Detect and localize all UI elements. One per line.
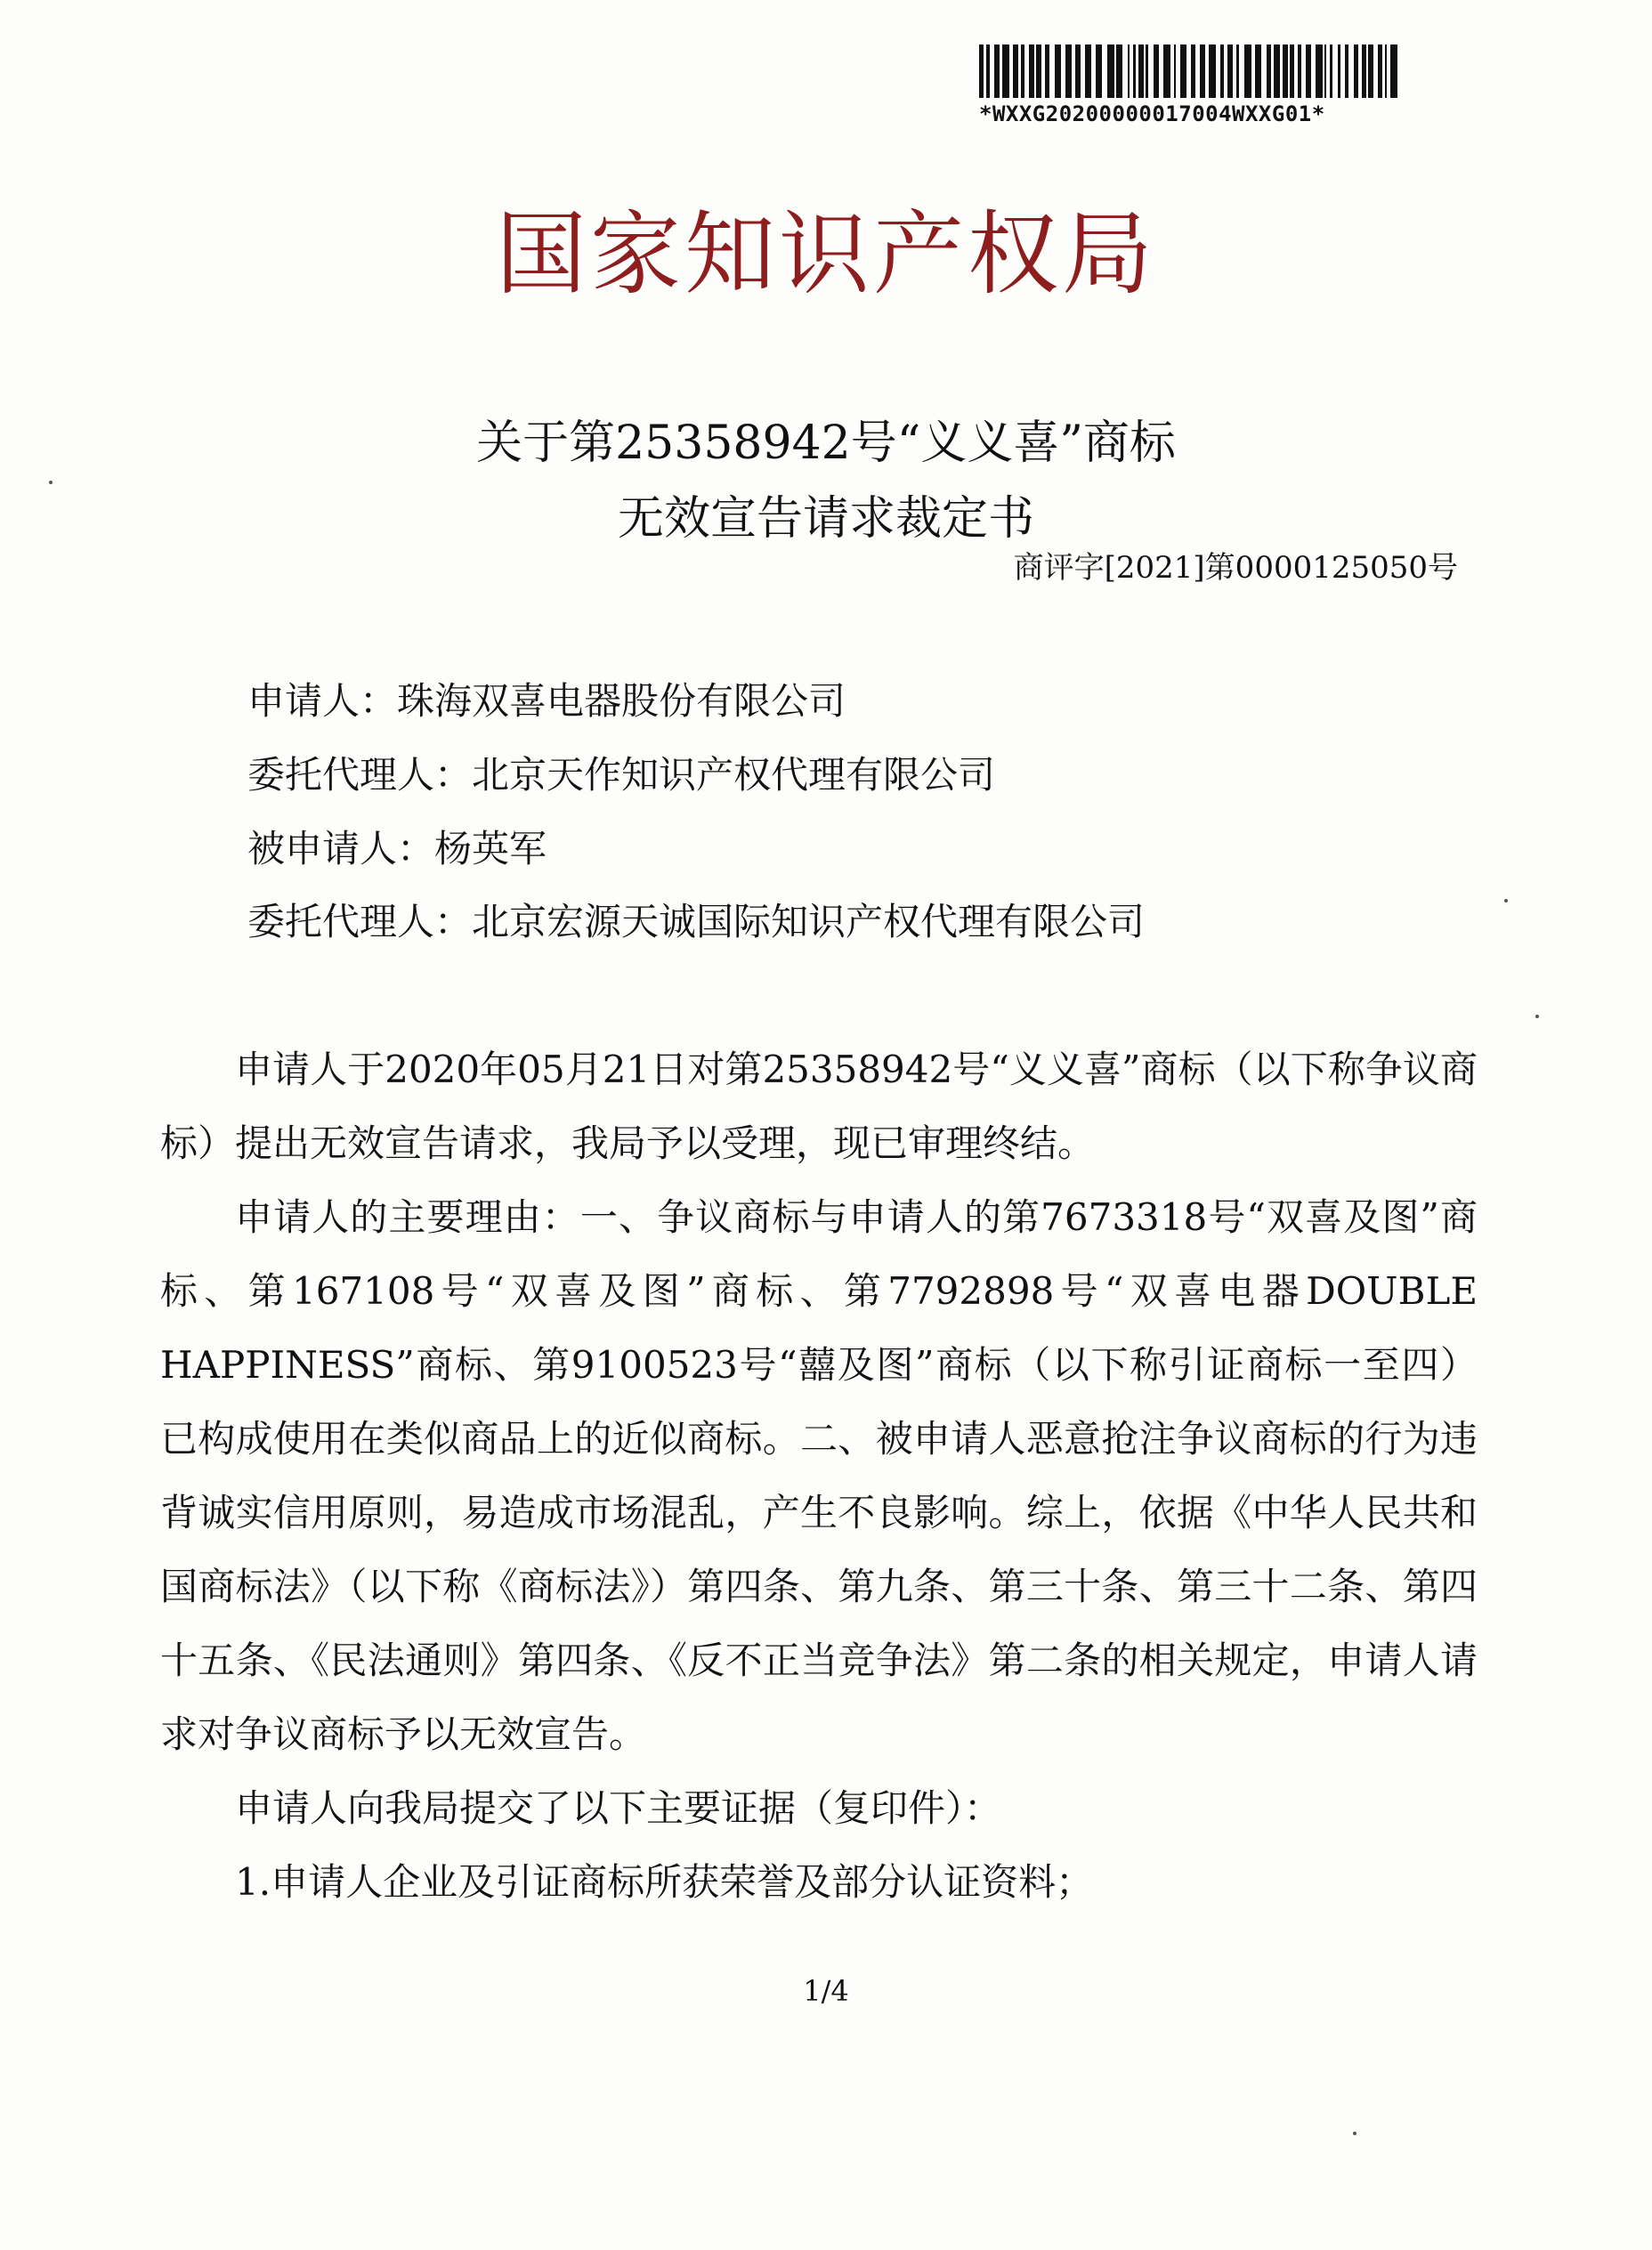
barcode-bar	[1163, 45, 1170, 98]
party-respondent-agent: 委托代理人：北京宏源天诚国际知识产权代理有限公司	[247, 900, 1146, 943]
barcode-bar	[1290, 45, 1294, 98]
barcode-bar	[1338, 45, 1340, 98]
body-text	[160, 1032, 1478, 1919]
barcode-bar	[1200, 45, 1205, 98]
barcode-block	[979, 45, 1424, 126]
barcode-bar	[1021, 45, 1024, 98]
barcode-bar	[1298, 45, 1301, 98]
paragraph-intro: 申请人于2020年05月21日对第25358942号“义义喜”商标（以下称争议商标）提出无效宣告请求，我局予以受理，现已审理终结。	[160, 1048, 1478, 1165]
barcode-bar	[1096, 45, 1102, 98]
barcode-bar	[1244, 45, 1251, 98]
barcode-bar	[1283, 45, 1288, 98]
barcode-bar	[1116, 45, 1122, 98]
barcode-bar	[1107, 45, 1114, 98]
barcode-bar	[1013, 45, 1018, 98]
barcode-bar	[1174, 45, 1176, 98]
barcode-bar	[979, 45, 984, 98]
agency-name: 国家知识产权局	[496, 202, 1156, 308]
barcode-bar	[986, 45, 990, 98]
barcode-bar	[1029, 45, 1034, 98]
barcode-bar	[1385, 45, 1387, 98]
barcode-text: *WXXG20200000017004WXXG01*	[979, 101, 1325, 126]
barcode-bar	[1236, 45, 1239, 98]
paragraph-evidence-item-1: 1.申请人企业及引证商标所获荣誉及部分认证资料；	[235, 1860, 1094, 1904]
document-title-line1: 关于第25358942号“义义喜”商标	[476, 417, 1176, 470]
barcode-bar	[1324, 45, 1326, 98]
barcode-bar	[1075, 45, 1081, 98]
barcode-bar	[1146, 45, 1148, 98]
barcode-bar	[1378, 45, 1382, 98]
barcode-bar	[1002, 45, 1009, 98]
barcode-bar	[1133, 45, 1136, 98]
party-respondent: 被申请人：杨英军	[247, 827, 547, 870]
barcode-bar	[1354, 45, 1358, 98]
barcode-bar	[994, 45, 1000, 98]
barcode-bar	[1128, 45, 1130, 98]
barcode-bar	[1180, 45, 1186, 98]
scan-speck	[1353, 2132, 1356, 2135]
barcode-bar	[1316, 45, 1323, 98]
barcode-bar	[1065, 45, 1072, 98]
scan-speck	[49, 481, 53, 484]
barcode-bar	[1227, 45, 1233, 98]
scan-speck	[1535, 1015, 1539, 1018]
barcode-bar	[1345, 45, 1348, 98]
barcode-bar	[1267, 45, 1271, 98]
barcode-bar	[1362, 45, 1366, 98]
barcode-bar	[1390, 45, 1397, 98]
barcode-bar	[1330, 45, 1332, 98]
barcode-bar	[1368, 45, 1373, 98]
barcode-bar	[1209, 45, 1216, 98]
barcode-bar	[1138, 45, 1144, 98]
barcode-bar	[1154, 45, 1159, 98]
barcode-bar	[1085, 45, 1091, 98]
barcode-bar	[1220, 45, 1224, 98]
paragraph-reasons: 申请人的主要理由：一、争议商标与申请人的第7673318号“双喜及图”商标、第167108号“双喜及图”商标、第7792898号“双喜电器DOUBLE HAPPINESS”商标、第9100523号“囍及图”商标（以下称引证商标一至四）已构成使用在类似商品上的近似商标。二、被申请人恶意抢注争议商标的行为违背诚实信用原则，易造成市场混乱，产生不良影响。综上，依据《中华人民共和国商标法》（以下称《商标法》）第四条、第九条、第三十条、第三十二条、第四十五条、《民法通则》第四条、《反不正当竞争法》第二条的相关规定，申请人请求对争议商标予以无效宣告。	[160, 1195, 1478, 1756]
scan-speck	[1504, 899, 1508, 902]
party-applicant: 申请人：珠海双喜电器股份有限公司	[247, 679, 846, 723]
barcode-bar	[1306, 45, 1311, 98]
barcode-graphic	[979, 45, 1424, 98]
barcode-bar	[1255, 45, 1261, 98]
page-number: 1/4	[803, 1974, 849, 2008]
document-title-line2: 无效宣告请求裁定书	[617, 492, 1034, 546]
document-number: 商评字[2021]第0000125050号	[1013, 550, 1458, 586]
barcode-bar	[1055, 45, 1061, 98]
barcode-bar	[1036, 45, 1041, 98]
paragraph-evidence-heading: 申请人向我局提交了以下主要证据（复印件）：	[235, 1786, 1002, 1830]
barcode-bar	[1191, 45, 1195, 98]
barcode-bar	[1274, 45, 1280, 98]
barcode-bar	[1045, 45, 1049, 98]
party-applicant-agent: 委托代理人：北京天作知识产权代理有限公司	[247, 753, 996, 797]
